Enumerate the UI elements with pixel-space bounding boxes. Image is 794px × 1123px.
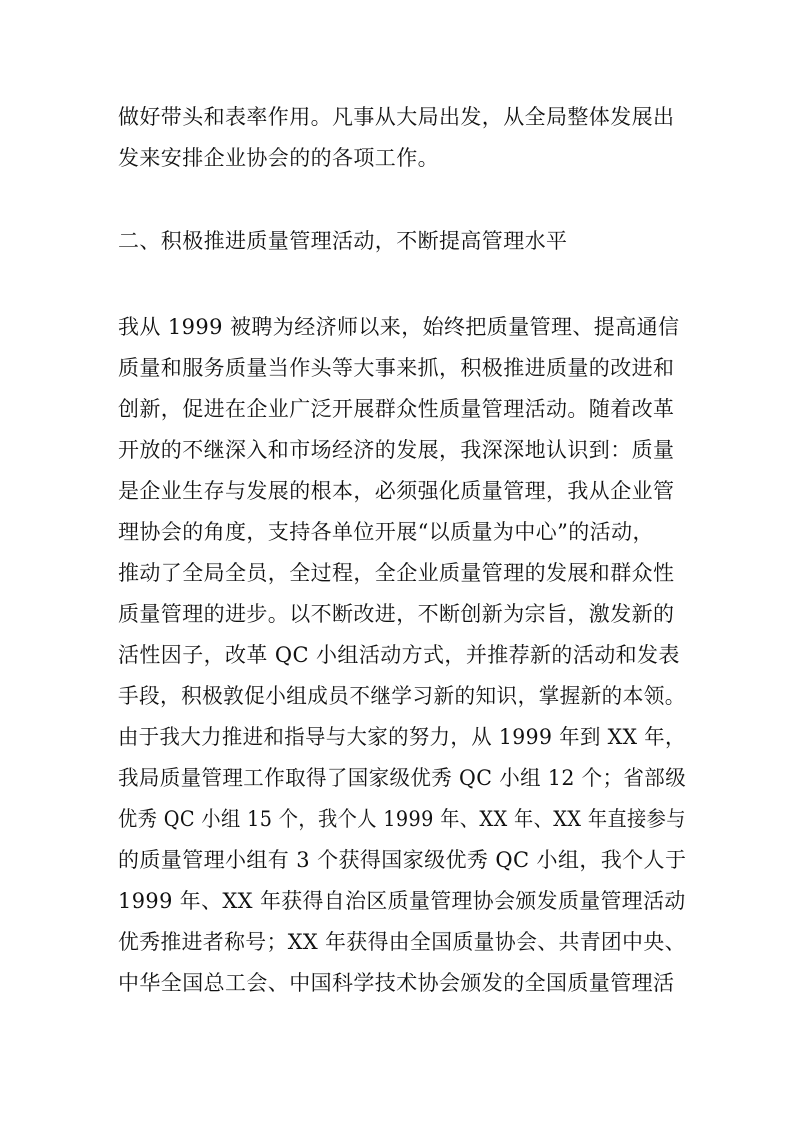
body-line-8: 质量管理的进步。以不断改进，不断创新为宗旨，激发新的 <box>118 602 675 626</box>
section-heading: 二、积极推进质量管理活动，不断提高管理水平 <box>118 229 568 253</box>
body-line-14: 的质量管理小组有 3 个获得国家级优秀 QC 小组，我个人于 <box>118 848 687 872</box>
body-line-17: 中华全国总工会、中国科学技术协会颁发的全国质量管理活 <box>118 971 675 995</box>
body-line-4: 开放的不继深入和市场经济的发展，我深深地认识到：质量 <box>118 438 675 462</box>
body-line-7: 推动了全局全员，全过程，全企业质量管理的发展和群众性 <box>118 561 675 585</box>
body-line-6: 理协会的角度，支持各单位开展“以质量为中心”的活动， <box>118 520 654 544</box>
body-line-2: 质量和服务质量当作头等大事来抓，积极推进质量的改进和 <box>118 356 675 380</box>
body-line-15: 1999 年、XX 年获得自治区质量管理协会颁发质量管理活动 <box>118 889 686 913</box>
body-line-11: 由于我大力推进和指导与大家的努力，从 1999 年到 XX 年， <box>118 725 686 749</box>
body-line-16: 优秀推进者称号；XX 年获得由全国质量协会、共青团中央、 <box>118 930 686 954</box>
body-line-12: 我局质量管理工作取得了国家级优秀 QC 小组 12 个；省部级 <box>118 766 687 790</box>
intro-line-1: 做好带头和表率作用。凡事从大局出发，从全局整体发展出 <box>118 105 675 129</box>
body-line-13: 优秀 QC 小组 15 个，我个人 1999 年、XX 年、XX 年直接参与 <box>118 807 686 831</box>
intro-line-2: 发来安排企业协会的的各项工作。 <box>118 146 439 170</box>
body-line-1: 我从 1999 被聘为经济师以来，始终把质量管理、提高通信 <box>118 315 680 339</box>
body-line-10: 手段，积极敦促小组成员不继学习新的知识，掌握新的本领。 <box>118 684 686 708</box>
body-line-5: 是企业生存与发展的根本，必须强化质量管理，我从企业管 <box>118 479 675 503</box>
body-line-9: 活性因子，改革 QC 小组活动方式，并推荐新的活动和发表 <box>118 643 680 667</box>
body-line-3: 创新，促进在企业广泛开展群众性质量管理活动。随着改革 <box>118 397 675 421</box>
